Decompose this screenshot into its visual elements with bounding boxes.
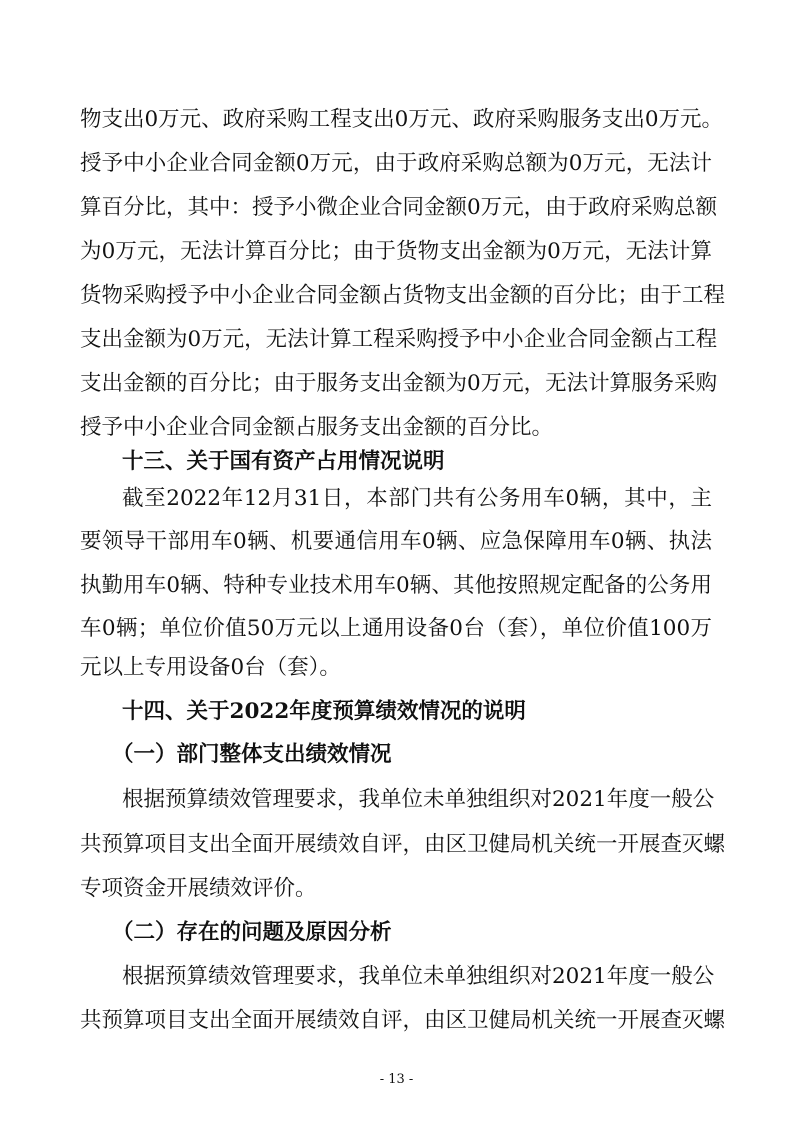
paragraph-line: 支出金额为0万元，无法计算工程采购授予中小企业合同金额占工程 xyxy=(80,327,718,352)
section-heading: 十三、关于国有资产占用情况说明 xyxy=(122,449,445,474)
paragraph-line: 专项资金开展绩效评价。 xyxy=(80,876,317,901)
paragraph-line: 根据预算绩效管理要求，我单位未单独组织对2021年度一般公 xyxy=(122,787,715,812)
subsection-heading: （一）部门整体支出绩效情况 xyxy=(112,742,392,767)
paragraph-line: 支出金额的百分比；由于服务支出金额为0万元，无法计算服务采购 xyxy=(80,371,718,396)
paragraph-line: 根据预算绩效管理要求，我单位未单独组织对2021年度一般公 xyxy=(122,964,715,989)
paragraph-line: 物支出0万元、政府采购工程支出0万元、政府采购服务支出0万元。 xyxy=(80,107,724,132)
paragraph-line: 执勤用车0辆、特种专业技术用车0辆、其他按照规定配备的公务用 xyxy=(80,573,712,598)
paragraph-line: 授予中小企业合同金额0万元，由于政府采购总额为0万元，无法计 xyxy=(80,151,712,176)
paragraph-line: 算百分比，其中：授予小微企业合同金额0万元，由于政府采购总额 xyxy=(80,195,718,220)
subsection-heading: （二）存在的问题及原因分析 xyxy=(112,920,392,945)
paragraph-line: 截至2022年12月31日，本部门共有公务用车0辆，其中，主 xyxy=(122,486,712,511)
section-heading: 十四、关于2022年度预算绩效情况的说明 xyxy=(122,699,526,724)
paragraph-line: 元以上专用设备0台（套）。 xyxy=(80,655,341,680)
paragraph-line: 要领导干部用车0辆、机要通信用车0辆、应急保障用车0辆、执法 xyxy=(80,529,712,554)
paragraph-line: 货物采购授予中小企业合同金额占货物支出金额的百分比；由于工程 xyxy=(80,283,726,308)
paragraph-line: 为0万元，无法计算百分比；由于货物支出金额为0万元，无法计算 xyxy=(80,239,712,264)
paragraph-line: 授予中小企业合同金额占服务支出金额的百分比。 xyxy=(80,415,554,440)
paragraph-line: 共预算项目支出全面开展绩效自评，由区卫健局机关统一开展查灭螺 xyxy=(80,832,726,857)
paragraph-line: 共预算项目支出全面开展绩效自评，由区卫健局机关统一开展查灭螺 xyxy=(80,1008,726,1033)
page-number: - 13 - xyxy=(379,1072,414,1087)
paragraph-line: 车0辆；单位价值50万元以上通用设备0台（套），单位价值100万 xyxy=(80,616,712,641)
